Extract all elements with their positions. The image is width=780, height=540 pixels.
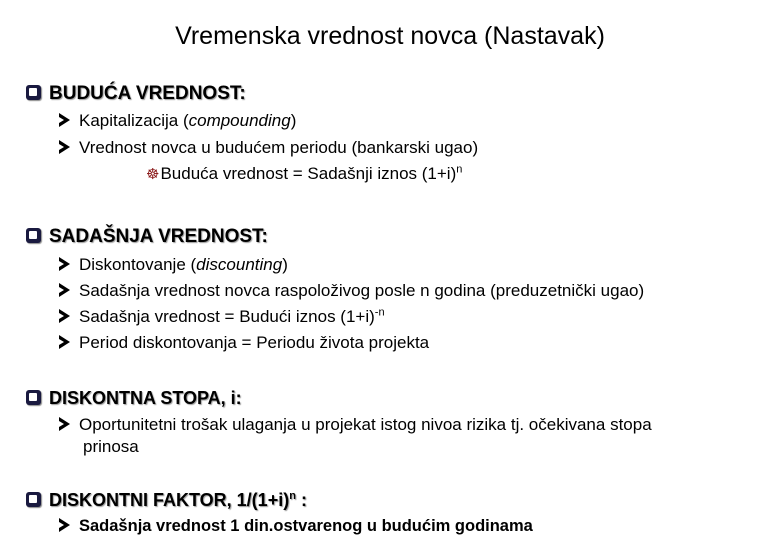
list-item-continuation: prinosa bbox=[83, 437, 139, 456]
wheel-icon: ☸ bbox=[146, 166, 160, 183]
list-item: Diskontovanje (discounting) bbox=[59, 254, 288, 276]
list-item: Oportunitetni trošak ulaganja u projekat istog nivoa rizika tj. očekivana stopa bbox=[59, 414, 652, 436]
arrow-right-icon bbox=[59, 518, 70, 532]
list-item: Kapitalizacija (compounding) bbox=[59, 110, 296, 132]
slide-title: Vremenska vrednost novca (Nastavak) bbox=[175, 22, 605, 50]
heading-buduca-vrednost: BUDUĆA VREDNOST: bbox=[26, 83, 246, 105]
list-item: Vrednost novca u budućem periodu (bankarski ugao) bbox=[59, 137, 478, 159]
arrow-right-icon bbox=[59, 113, 70, 127]
list-item: Period diskontovanja = Periodu života projekta bbox=[59, 332, 429, 354]
arrow-right-icon bbox=[59, 309, 70, 323]
checkbox-bullet-icon bbox=[26, 85, 41, 100]
checkbox-bullet-icon bbox=[26, 492, 41, 507]
checkbox-bullet-icon bbox=[26, 228, 41, 243]
checkbox-bullet-icon bbox=[26, 390, 41, 405]
arrow-right-icon bbox=[59, 257, 70, 271]
formula-line: ☸Buduća vrednost = Sadašnji iznos $(1+i)^n$ bbox=[146, 163, 463, 183]
arrow-right-icon bbox=[59, 417, 70, 431]
arrow-right-icon bbox=[59, 140, 70, 154]
heading-sadasnja-vrednost: SADAŠNJA VREDNOST: bbox=[26, 226, 268, 248]
list-item: Sadašnja vrednost = Budući iznos $(1+i)^{-n}$ bbox=[59, 306, 385, 328]
heading-diskontna-stopa: DISKONTNA STOPA, i: bbox=[26, 388, 242, 409]
arrow-right-icon bbox=[59, 335, 70, 349]
arrow-right-icon bbox=[59, 283, 70, 297]
list-item: Sadašnja vrednost novca raspoloživog posle n godina (preduzetnički ugao) bbox=[59, 280, 644, 302]
list-item: Sadašnja vrednost 1 din.ostvarenog u budućim godinama bbox=[59, 515, 533, 537]
heading-diskontni-faktor: DISKONTNI FAKTOR, $1/(1+i)^n$ : bbox=[26, 490, 307, 511]
